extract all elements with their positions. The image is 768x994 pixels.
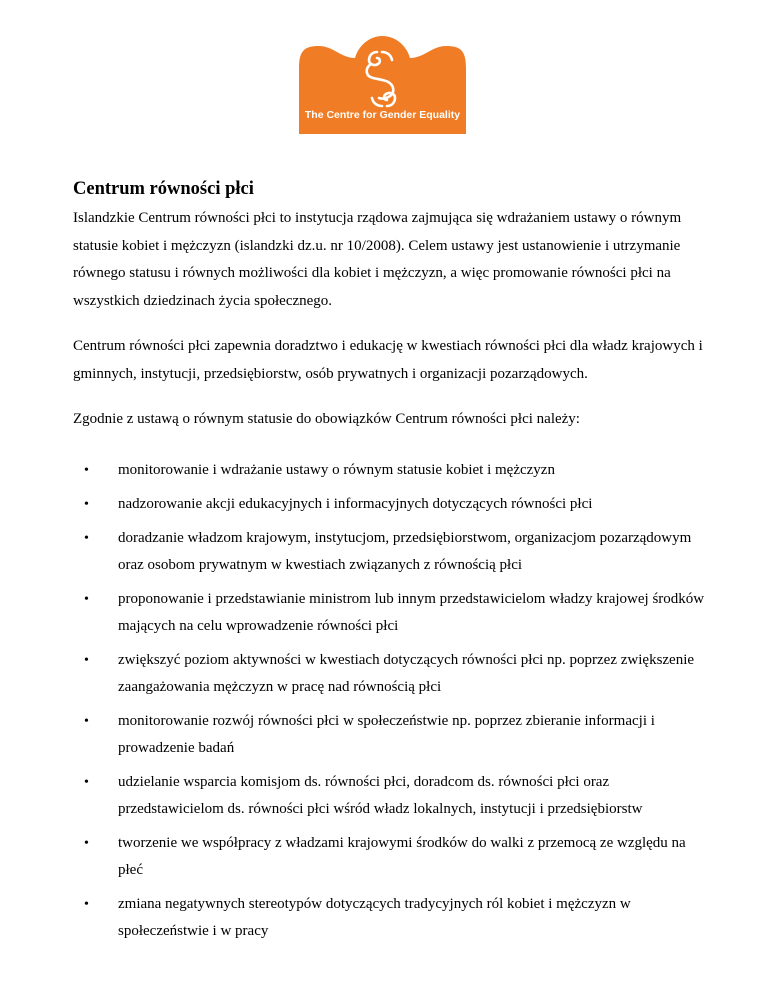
- list-item: [73, 491, 713, 518]
- bullet-icon: •: [84, 530, 89, 546]
- bullet-icon: •: [84, 835, 89, 851]
- services-paragraph: Centrum równości płci zapewnia doradztwo i edukację w kwestiach równości płci dla władz krajowych i gminnych, instytucji, przedsiębiorstw, osób prywatnych i organizacji pozarządowych.: [73, 338, 703, 382]
- list-item-text: doradzanie władzom krajowym, instytucjom, przedsiębiorstwom, organizacjom pozarządowym oraz osobom prywatnym w kwestiach związanych z równością płci: [118, 529, 692, 573]
- list-item-text: proponowanie i przedstawianie ministrom lub innym przedstawicielom władzy krajowej środków mających na celu wprowadzenie równości płci: [118, 590, 705, 634]
- list-item-text: zwiększyć poziom aktywności w kwestiach dotyczących równości płci np. poprzez zwiększenie zaangażowania mężczyzn w pracę nad równością płci: [118, 651, 695, 695]
- list-item: [73, 769, 713, 823]
- list-item-text: nadzorowanie akcji edukacyjnych i informacyjnych dotyczących równości płci: [118, 495, 593, 512]
- document-body: [73, 176, 713, 952]
- list-item: [73, 830, 713, 884]
- centre-logo: [299, 36, 466, 134]
- bullet-icon: •: [84, 896, 89, 912]
- list-item-text: udzielanie wsparcia komisjom ds. równości płci, doradcom ds. równości płci oraz przedstawicielom ds. równości płci wśród władz lokalnych, instytucji i przedsiębiorstw: [118, 773, 643, 817]
- list-item-text: zmiana negatywnych stereotypów dotyczących tradycyjnych ról kobiet i mężczyzn w społeczeństwie i w pracy: [118, 895, 631, 939]
- list-item: [73, 647, 713, 701]
- list-item: [73, 891, 713, 945]
- bullet-icon: •: [84, 713, 89, 729]
- duties-intro-paragraph: Zgodnie z ustawą o równym statusie do obowiązków Centrum równości płci należy:: [73, 411, 580, 427]
- bullet-icon: •: [84, 652, 89, 668]
- logo-caption: The Centre for Gender Equality: [304, 109, 461, 121]
- list-item-text: monitorowanie rozwój równości płci w społeczeństwie np. poprzez zbieranie informacji i prowadzenie badań: [118, 712, 655, 756]
- list-item: [73, 586, 713, 640]
- list-item-text: monitorowanie i wdrażanie ustawy o równym statusie kobiet i mężczyzn: [118, 461, 555, 478]
- list-item: [73, 457, 713, 484]
- intro-paragraph: Islandzkie Centrum równości płci to instytucja rządowa zajmująca się wdrażaniem ustawy o równym statusie kobiet i mężczyzn (islandzki dz.u. nr 10/2008). Celem ustawy jest ustanowienie i utrzymanie równego statusu i równych możliwości dla kobiet i mężczyzn, a więc promowanie równości płci na wszystkich dziedzinach życia społecznego.: [73, 210, 682, 309]
- list-item: [73, 525, 713, 579]
- bullet-icon: •: [84, 462, 89, 478]
- page-title: Centrum równości płci: [73, 179, 254, 199]
- bullet-icon: •: [84, 774, 89, 790]
- list-item: [73, 708, 713, 762]
- duties-list: [73, 457, 713, 945]
- bullet-icon: •: [84, 591, 89, 607]
- list-item-text: tworzenie we współpracy z władzami krajowymi środków do walki z przemocą ze względu na płeć: [118, 834, 686, 878]
- bullet-icon: •: [84, 496, 89, 512]
